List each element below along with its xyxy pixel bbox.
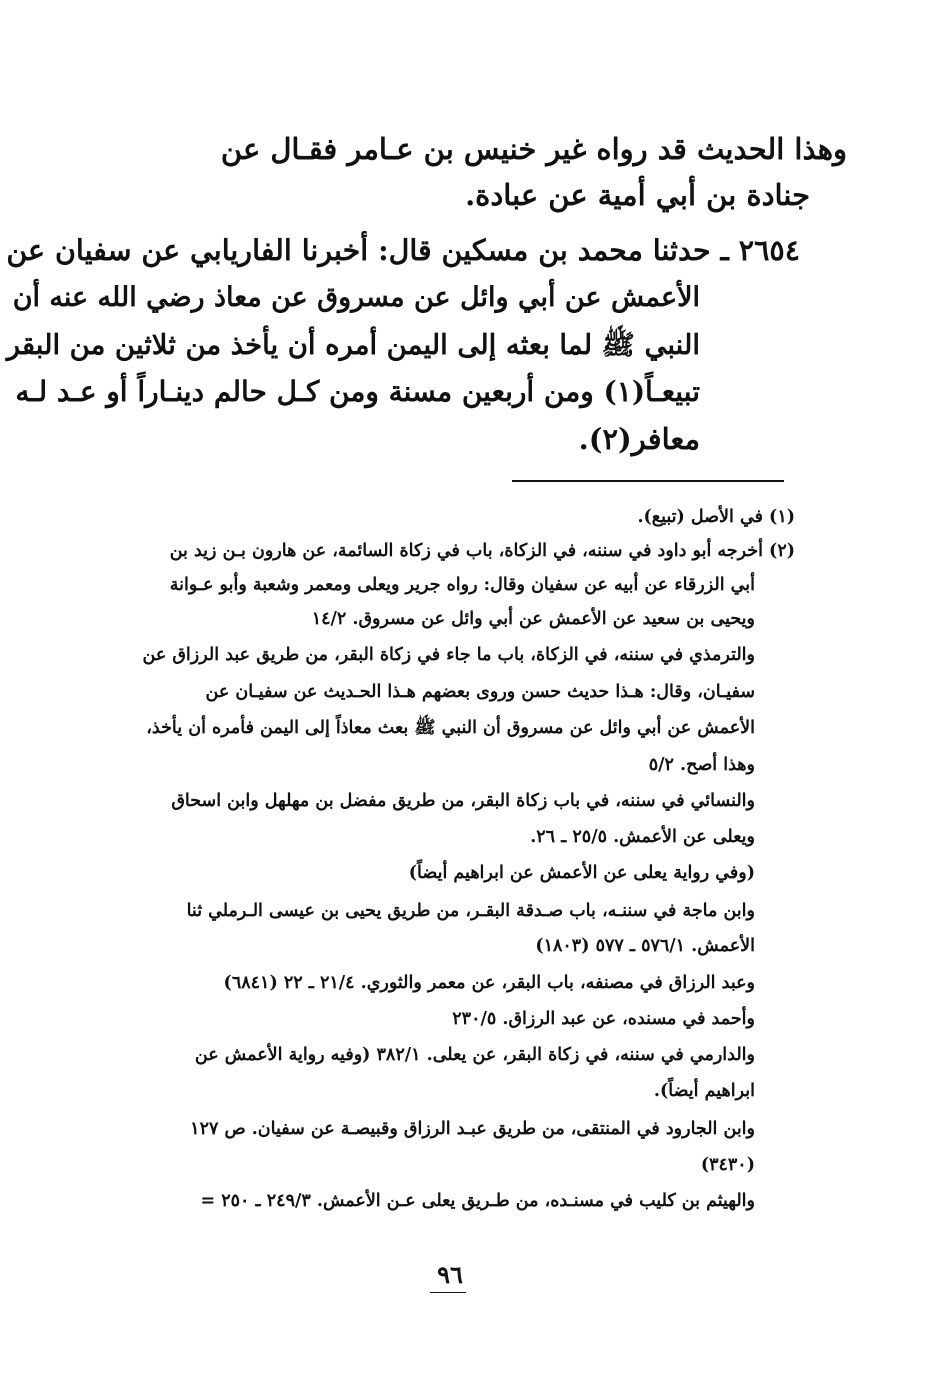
- footnote-line: (٣٤٣٠): [700, 1155, 755, 1175]
- footnote-line: (وفي رواية يعلى عن الأعمش عن ابراهيم أيضاً): [408, 863, 755, 883]
- footnote-line: وعبد الرزاق في مصنفه، باب البقر، عن معمر والثوري. ٢١/٤ ـ ٢٢ (٦٨٤١): [223, 973, 755, 993]
- footnote-1: (١) في الأصل (تبيع).: [637, 507, 795, 527]
- footnote-line: ويعلى عن الأعمش. ٢٥/٥ ـ ٢٦.: [530, 827, 755, 847]
- footnote-line: الأعمش. ٥٧٦/١ ـ ٥٧٧ (١٨٠٣): [535, 936, 755, 956]
- main-line: معافر(٢).: [578, 422, 700, 456]
- footnote-line: أبي الزرقاء عن أبيه عن سفيان وقال: رواه جرير ويعلى ومعمر وشعبة وأبو عـوانة: [169, 575, 755, 595]
- footnote-line: ابراهيم أيضاً).: [653, 1081, 755, 1101]
- page-number: ٩٦: [437, 1260, 463, 1289]
- main-line: جنادة بن أبي أمية عن عبادة.: [465, 178, 810, 212]
- footnote-line: والهيثم بن كليب في مسنـده، من طـريق يعلى عـن الأعمش. ٢٤٩/٣ ـ ٢٥٠ =: [200, 1191, 755, 1211]
- footnote-separator: [512, 480, 784, 482]
- footnote-line: وأحمد في مسنده، عن عبد الرزاق. ٢٣٠/٥: [452, 1009, 755, 1029]
- main-line: تبيعـاً(١) ومن أربعين مسنة ومن كـل حالم دينـاراً أو عـد لـه: [15, 375, 700, 408]
- main-line: الأعمش عن أبي وائل عن مسروق عن معاذ رضي الله عنه أن: [12, 282, 700, 313]
- footnote-line: سفيـان، وقال: هـذا حديث حسن وروى بعضهم هـذا الحـديث عن سفيـان عن: [205, 682, 755, 702]
- footnote-line: والدارمي في سننه، في زكاة البقر، عن يعلى. ٣٨٢/١ (وفيه رواية الأعمش عن: [194, 1045, 755, 1065]
- page-number-underline: [430, 1292, 466, 1293]
- hadith-2654-line: ٢٦٥٤ ـ حدثنا محمد بن مسكين قال: أخبرنا الفاريابي عن سفيان عن: [6, 233, 800, 267]
- footnote-line: الأعمش عن أبي وائل عن مسروق أن النبي ﷺ بعث معاذاً إلى اليمن فأمره أن يأخذ،: [146, 718, 755, 738]
- footnote-line: ويحيى بن سعيد عن الأعمش عن أبي وائل عن مسروق. ١٤/٢: [311, 609, 755, 629]
- main-line: النبي ﷺ لما بعثه إلى اليمن أمره أن يأخذ من ثلاثين من البقر: [6, 329, 700, 361]
- footnote-2: (٢) أخرجه أبو داود في سننه، في الزكاة، باب في زكاة السائمة، عن هارون بـن زيد بن: [169, 541, 795, 561]
- footnote-line: والترمذي في سننه، في الزكاة، باب ما جاء في زكاة البقر، من طريق عبد الرزاق عن: [142, 645, 755, 665]
- main-line: وهذا الحديث قد رواه غير خنيس بن عـامر فقـال عن: [220, 132, 847, 166]
- footnote-line: وهذا أصح. ٥/٢: [648, 755, 755, 775]
- footnote-line: وابن الجارود في المنتقى، من طريق عبـد الرزاق وقبيصـة عن سفيان. ص ١٢٧: [190, 1119, 755, 1139]
- footnote-line: والنسائي في سننه، في باب زكاة البقر، من طريق مفضل بن مهلهل وابن اسحاق: [171, 791, 755, 811]
- footnote-line: وابن ماجة في سننـه، باب صـدقة البقـر، من طريق يحيى بن عيسى الـرملي ثنا: [186, 901, 755, 921]
